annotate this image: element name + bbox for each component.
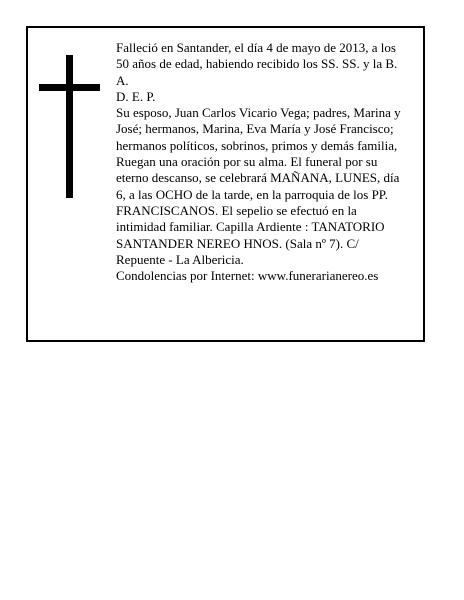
cross-horizontal-bar: [39, 84, 100, 91]
obituary-text: [116, 40, 406, 284]
obituary-notice: [26, 26, 425, 342]
rip-line: D. E. P.: [116, 88, 156, 104]
condolences-line: Condolencias por Internet: www.funerarianereo.es: [116, 268, 379, 284]
family-and-funeral-details: Su esposo, Juan Carlos Vicario Vega; padres, Marina y José; hermanos, Marina, Eva María y José Francisco; hermanos políticos, sobrinos, primos y demás familia, Ruegan una oración por su alma. El funeral por su eterno descanso, se celebrará MAÑANA, LUNES, día 6, a las OCHO de la tarde, en la parroquia de los PP. FRANCISCANOS. El sepelio se efectuó en la intimidad familiar. Capilla Ardiente : TANATORIO SANTANDER NEREO HNOS. (Sala nº 7). C/ Repuente - La Albericia.: [116, 105, 401, 267]
cross-icon: [39, 55, 100, 198]
cross-vertical-bar: [66, 55, 73, 198]
death-announcement: Falleció en Santander, el día 4 de mayo de 2013, a los 50 años de edad, habiendo recibido los SS. SS. y la B. A.: [116, 40, 398, 88]
